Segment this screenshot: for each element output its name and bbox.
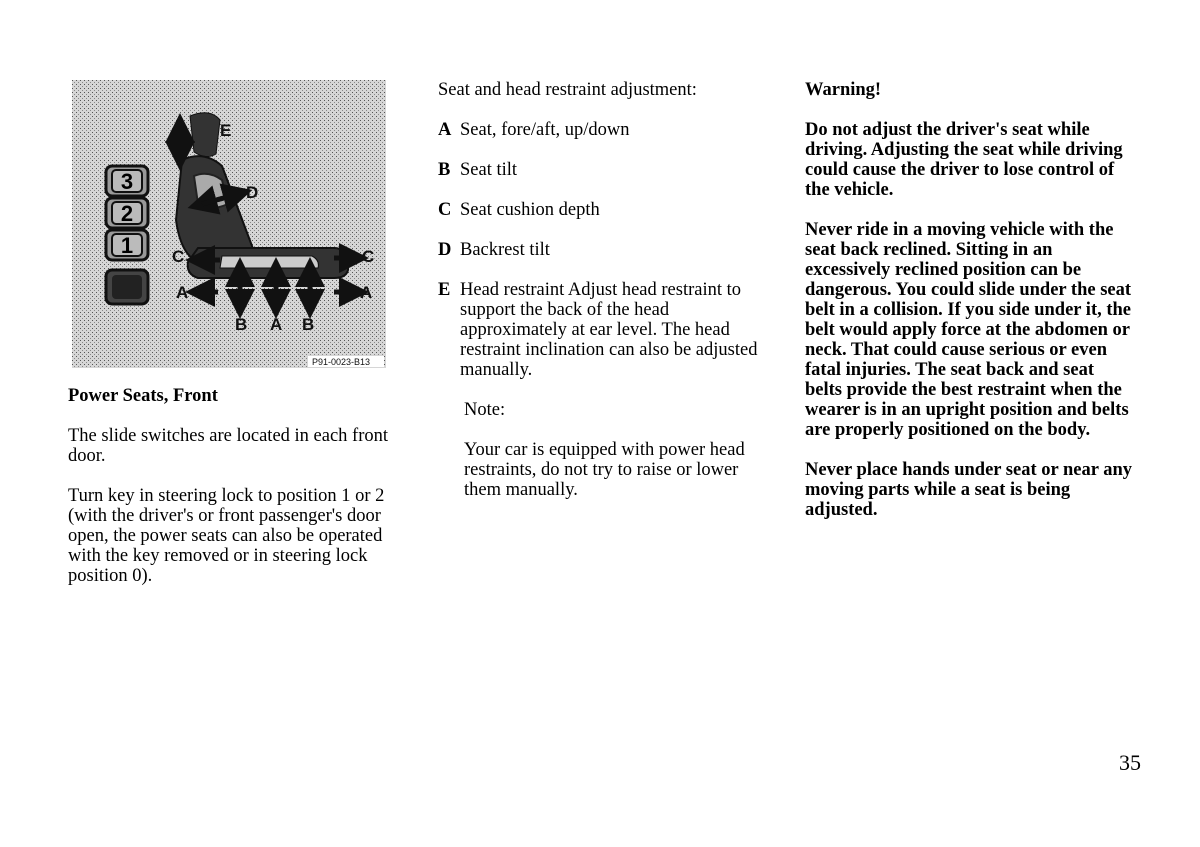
item-text: Head restraint Adjust head restraint to support the back of the head approximately at ear level. The head restraint inclination can also be adjusted manually.: [460, 280, 758, 380]
figure-code: P91-0023-B13: [312, 357, 371, 367]
list-item: [438, 160, 768, 180]
note-block: [438, 400, 768, 500]
list-item: [438, 280, 768, 380]
item-text: Seat cushion depth: [460, 200, 600, 220]
adjustment-intro: Seat and head restraint adjustment:: [438, 80, 697, 100]
button-3-label: 3: [120, 169, 134, 194]
warning-title: Warning!: [805, 80, 882, 100]
list-item: [438, 120, 768, 140]
position-button-3: [106, 166, 148, 196]
position-button-2: [106, 198, 148, 228]
warning-paragraph-2: Never ride in a moving vehicle with the seat back reclined. Sitting in an excessively reclined position can be dangerous. You could slide under the seat belt in a collision. If you side under it, the belt would apply force at the abdomen or neck. That could cause serious or even fatal injuries. The seat back and seat belts provide the best restraint when the wearer is in an upright position and belts are properly positioned on the body.: [805, 220, 1132, 440]
item-letter: C: [438, 200, 452, 220]
label-a-left: A: [176, 283, 189, 302]
label-e: E: [220, 121, 232, 140]
seat-adjustment-figure: [72, 80, 386, 368]
label-b-right: B: [302, 315, 315, 334]
item-text: Seat tilt: [460, 160, 518, 180]
middle-column: [438, 80, 768, 500]
label-a-bottom: A: [270, 315, 283, 334]
warning-column: [805, 80, 1135, 540]
switch-location-paragraph: The slide switches are located in each front door.: [68, 426, 389, 466]
item-text: Seat, fore/aft, up/down: [460, 120, 630, 140]
memory-button: [106, 270, 148, 304]
item-letter: E: [438, 280, 451, 300]
list-item: [438, 240, 768, 260]
label-c-left: C: [172, 247, 185, 266]
warning-paragraph-1: Do not adjust the driver's seat while driving. Adjusting the seat while driving could cause the driver to lose control of the vehicle.: [805, 120, 1123, 200]
item-letter: B: [438, 160, 451, 180]
button-2-label: 2: [120, 201, 134, 226]
label-a-right: A: [360, 283, 373, 302]
note-text: Your car is equipped with power head restraints, do not try to raise or lower them manually.: [464, 440, 745, 500]
item-letter: D: [438, 240, 452, 260]
item-text: Backrest tilt: [460, 240, 550, 260]
warning-paragraph-3: Never place hands under seat or near any moving parts while a seat is being adjusted.: [805, 460, 1133, 520]
list-item: [438, 200, 768, 220]
key-position-paragraph: Turn key in steering lock to position 1 or 2 (with the driver's or front passenger's door open, the power seats can also be operated with the key removed or in steering lock position 0).: [68, 486, 385, 586]
label-c-right: C: [362, 247, 375, 266]
left-column: [68, 386, 398, 606]
button-1-label: 1: [120, 233, 134, 258]
label-b-left: B: [235, 315, 248, 334]
label-d: D: [246, 183, 259, 202]
note-label: Note:: [464, 400, 506, 420]
page-number: 35: [1119, 750, 1141, 775]
item-letter: A: [438, 120, 452, 140]
section-heading: Power Seats, Front: [68, 386, 218, 406]
position-button-1: [106, 230, 148, 260]
